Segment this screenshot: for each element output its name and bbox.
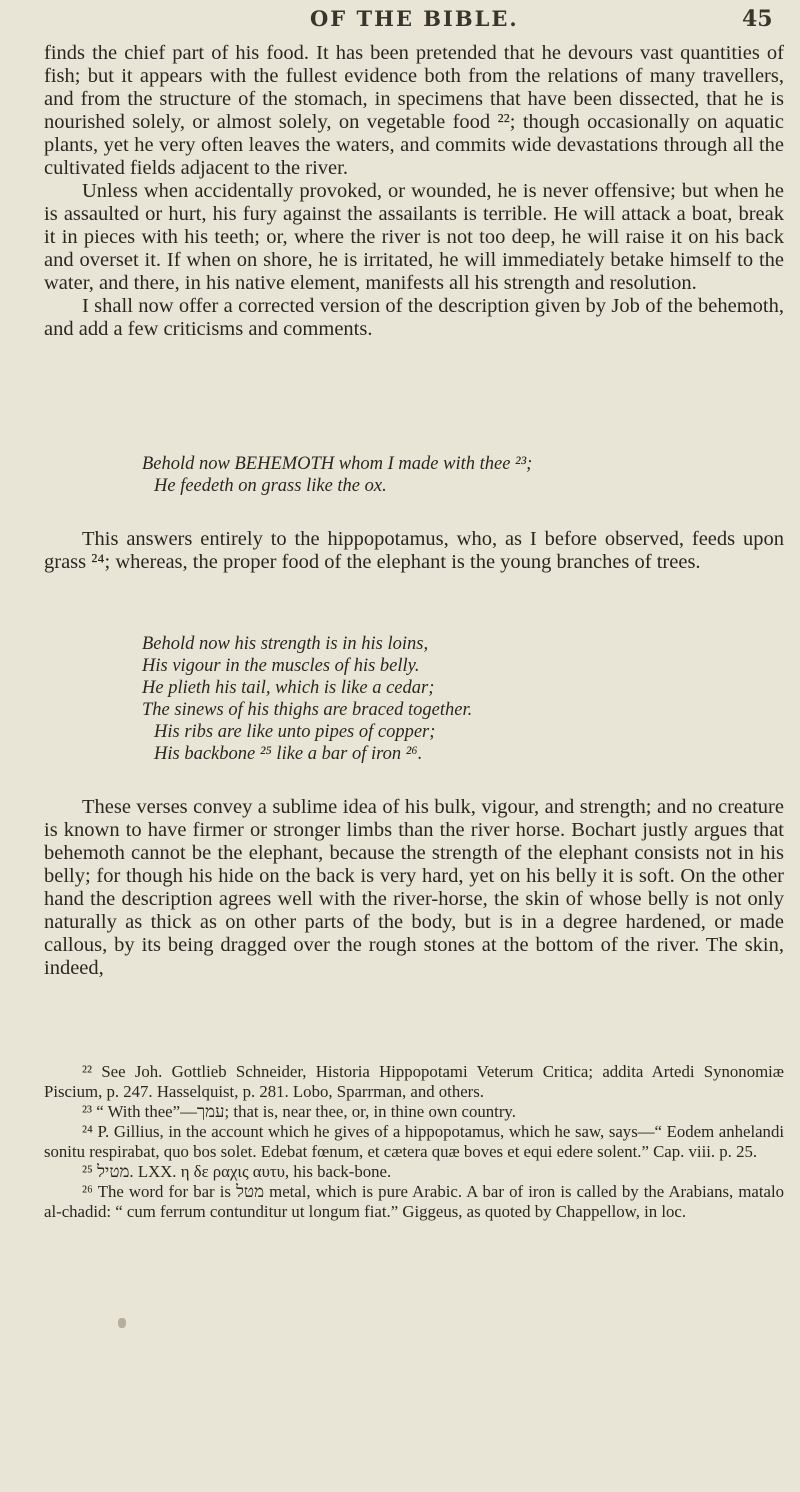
verse-line: He feedeth on grass like the ox. <box>154 476 387 496</box>
footnote-26: ²⁶ The word for bar is מטל metal, which is pure Arabic. A bar of iron is called by the Arabians, matalo al-chadid: “ cum ferrum contunditur ut longum fiat.” Giggeus, as quoted by Chappellow, in loc. <box>44 1182 784 1221</box>
footnote-25: ²⁵ מטיל. LXX. η δε ραχις αυτυ, his back-bone. <box>82 1162 392 1181</box>
running-title: OF THE BIBLE. <box>310 6 519 31</box>
verse-block-1 <box>44 453 784 497</box>
verse-line: Behold now BEHEMOTH whom I made with thee ²³; <box>142 454 533 474</box>
paragraph-behaviour: Unless when accidentally provoked, or wounded, he is never offensive; but when he is assaulted or hurt, his fury against the assailants is terrible. He will attack a boat, break it in pieces with his teeth; or, where the river is not too deep, he will raise it on his back and overset it. If when on shore, he is irritated, he will immediately betake himself to the water, and there, in his native element, manifests all his strength and resolution. <box>44 180 784 294</box>
ink-smudge <box>118 1318 126 1328</box>
footnote-22: ²² See Joh. Gottlieb Schneider, Historia Hippopotami Veterum Critica; addita Artedi Synonomiæ Piscium, p. 247. Hasselquist, p. 281. Lobo, Sparrman, and others. <box>44 1062 784 1101</box>
paragraph-strength: These verses convey a sublime idea of his bulk, vigour, and strength; and no creature is known to have firmer or stronger limbs than the river horse. Bochart justly argues that behemoth cannot be the elephant, because the strength of the elephant consists not in his belly; for though his hide on the back is very hard, yet on his belly it is soft. On the other hand the description agrees well with the river-horse, the skin of whose belly is not only naturally as thick as on other parts of the body, but is in a degree hardened, or made callous, by its being dragged over the rough stones at the bottom of the river. The skin, indeed, <box>44 796 784 979</box>
verse-quote-2 <box>44 633 784 765</box>
verse-line: His ribs are like unto pipes of copper; <box>154 722 436 742</box>
verse-line: His backbone ²⁵ like a bar of iron ²⁶. <box>154 744 423 764</box>
verse-line: His vigour in the muscles of his belly. <box>142 656 420 676</box>
verse-line: He plieth his tail, which is like a cedar; <box>142 678 435 698</box>
page-number: 45 <box>742 6 773 32</box>
page-header <box>0 4 800 38</box>
paragraph-job-intro: I shall now offer a corrected version of the description given by Job of the behemoth, and add a few criticisms and comments. <box>44 295 784 340</box>
verse-quote-1 <box>44 453 784 497</box>
verse-block-2 <box>44 633 784 765</box>
main-text-block-3 <box>44 796 784 980</box>
paragraph-food: finds the chief part of his food. It has been pretended that he devours vast quantities of fish; but it appears with the fullest evidence both from the relations of many travellers, and from the structure of the stomach, in specimens that have been dissected, that he is nourished solely, or almost solely, on vegetable food ²²; though occasionally on aquatic plants, yet he very often leaves the waters, and commits wide devastations through all the cultivated fields adjacent to the river. <box>44 42 784 179</box>
footnote-23: ²³ “ With thee”—עמך; that is, near thee, or, in thine own country. <box>82 1102 516 1121</box>
main-text-block-1 <box>44 42 784 341</box>
paragraph-grass: This answers entirely to the hippopotamus, who, as I before observed, feeds upon grass ²⁴; whereas, the proper food of the elephant is the young branches of trees. <box>44 528 784 573</box>
footnote-24: ²⁴ P. Gillius, in the account which he gives of a hippopotamus, which he saw, says—“ Eodem anhelandi sonitu respirabat, quo bos solet. Edebat fœnum, et cætera quæ boves et equi edere solent.” Cap. viii. p. 25. <box>44 1122 784 1161</box>
verse-line: The sinews of his thighs are braced together. <box>142 700 473 720</box>
footnotes <box>44 1062 784 1222</box>
verse-line: Behold now his strength is in his loins, <box>142 634 429 654</box>
main-text-block-2 <box>44 528 784 574</box>
